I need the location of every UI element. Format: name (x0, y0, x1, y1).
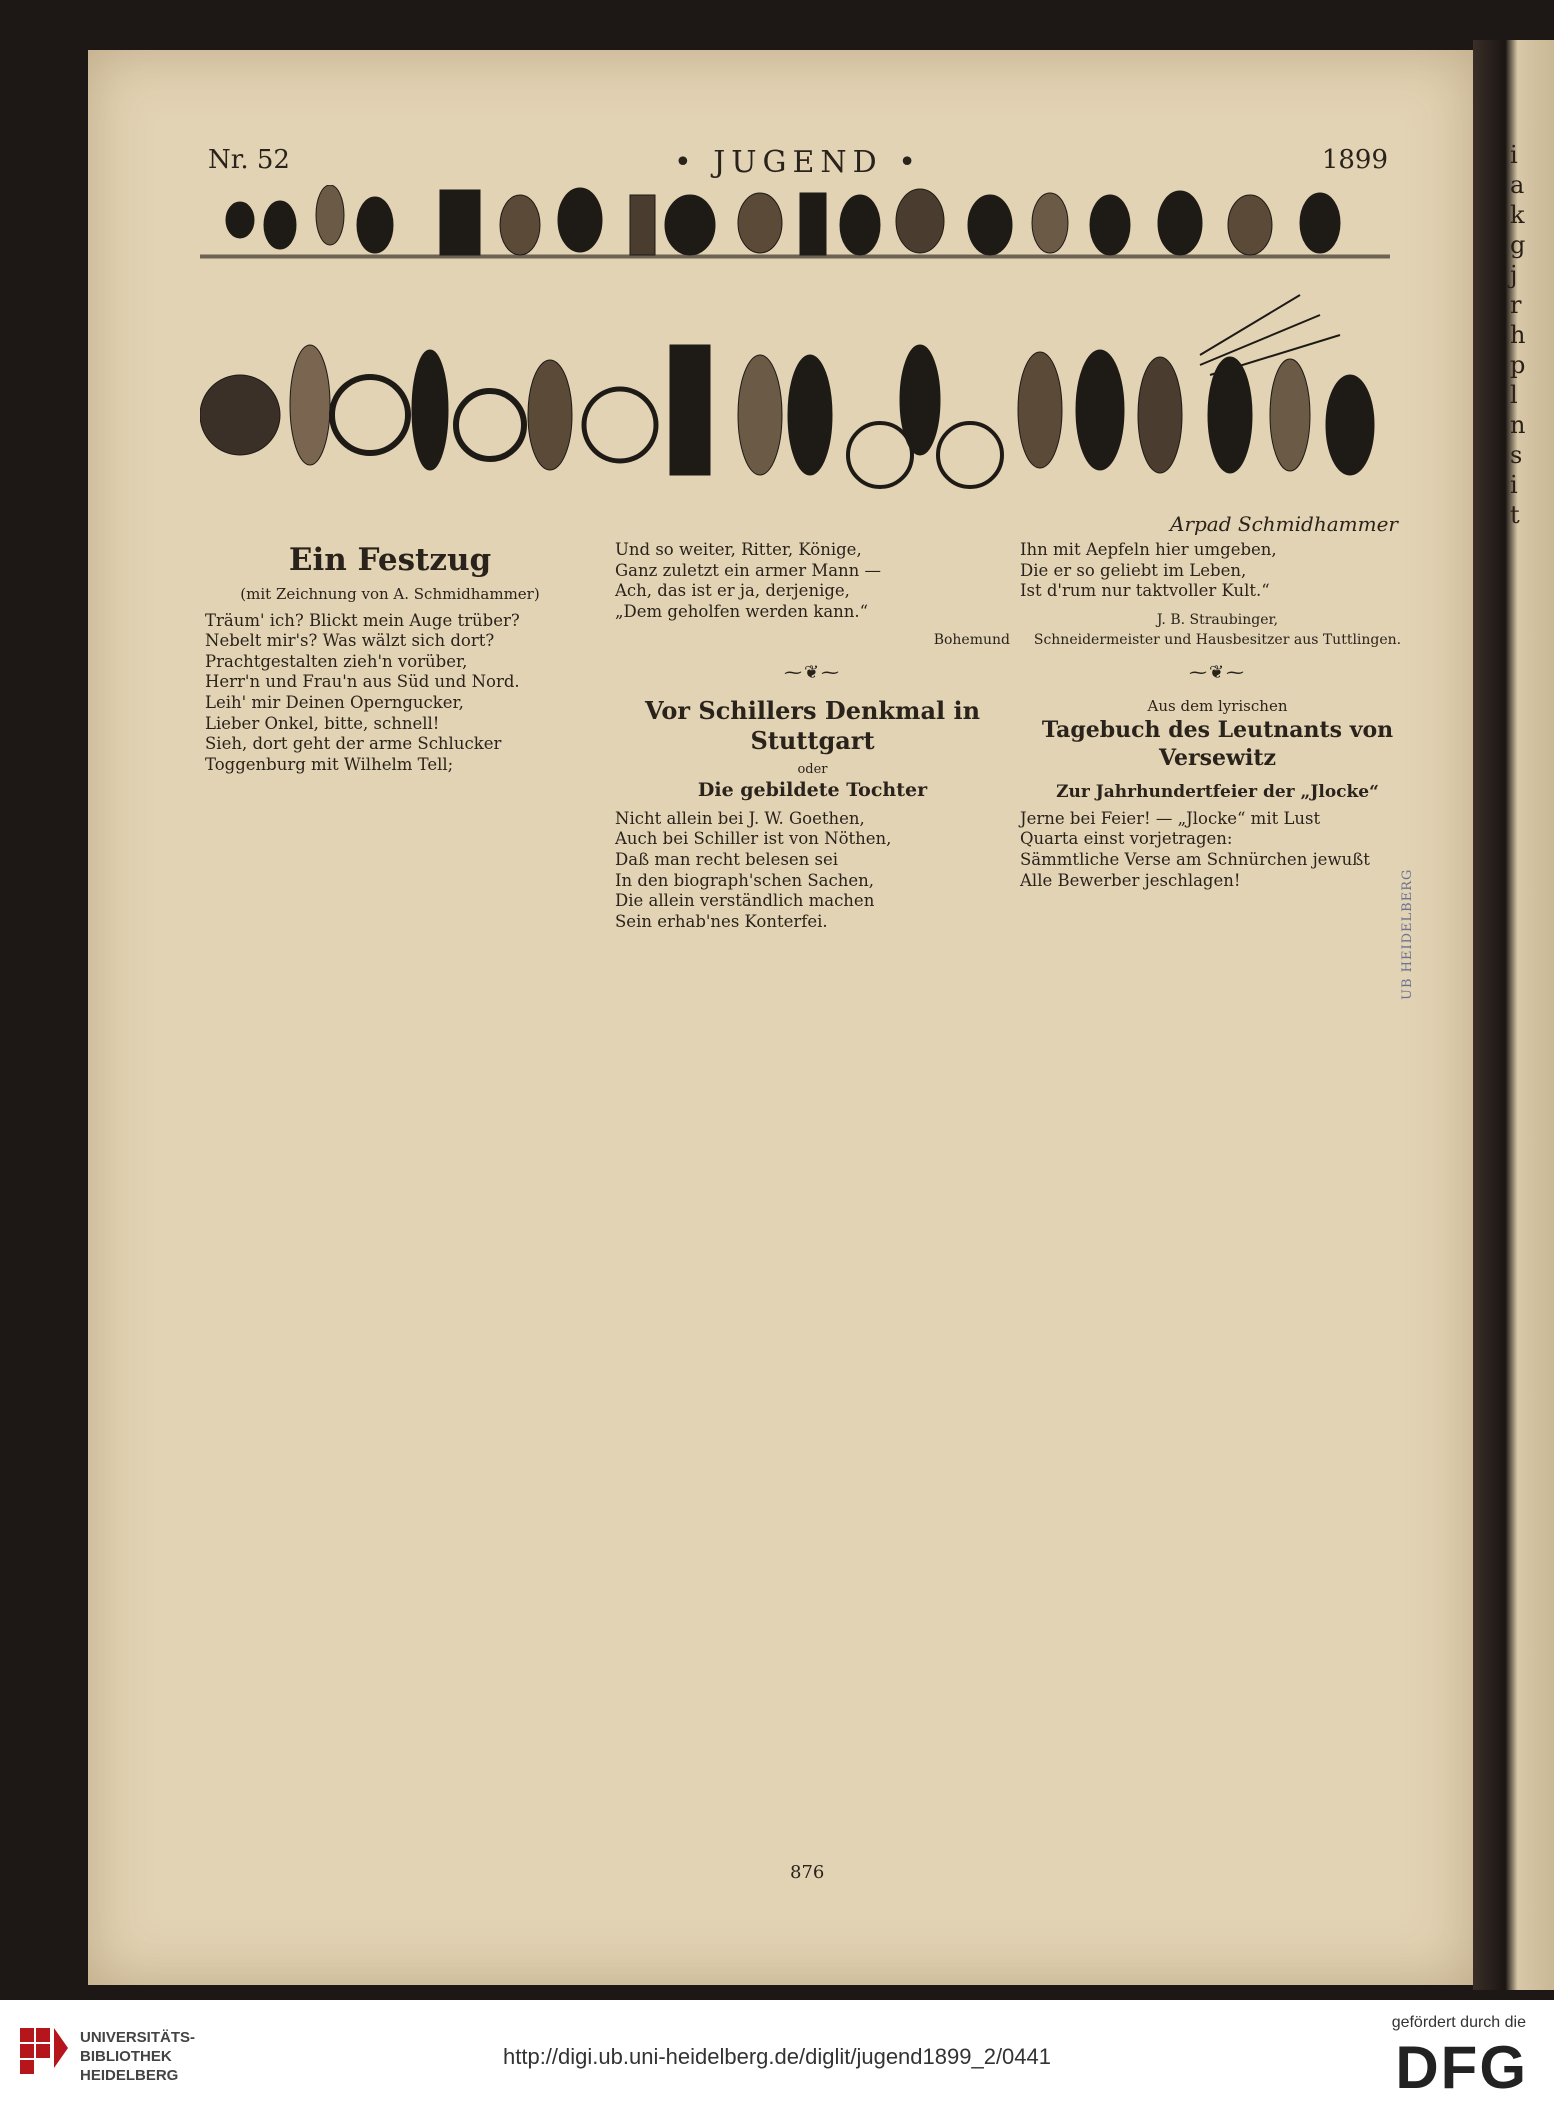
verse-line: Nicht allein bei J. W. Goethen, (615, 808, 865, 828)
spine-glyph: t (1510, 501, 1520, 529)
ornament-divider: ⁓❦⁓ (783, 661, 842, 683)
verse-line: Prachtgestalten zieh'n vorüber, (205, 651, 468, 671)
poem-subtitle-tochter: Die gebildete Tochter (697, 779, 928, 802)
funding-label: gefördert durch die (1391, 2014, 1526, 2031)
poem-title-schiller: Vor Schillers Denkmal in Stuttgart (644, 695, 981, 755)
poem-body-schiller-cont (1020, 540, 1415, 602)
masthead (208, 145, 1388, 185)
upper-procession (226, 185, 1340, 255)
stanza (1020, 809, 1415, 891)
verse-line: Sieh, dort geht der arme Schlucker (205, 734, 502, 754)
stanza (615, 540, 1010, 622)
verse-line: Ganz zuletzt ein armer Mann — (615, 560, 882, 580)
poem-body-schiller (615, 809, 1010, 933)
verse-line: Jerne bei Feier! — „Jlocke“ mit Lust (1020, 808, 1321, 828)
column-right (1020, 540, 1415, 899)
poem-subtitle: (mit Zeichnung von A. Schmidhammer) (240, 585, 540, 603)
spine-glyph: h (1510, 321, 1526, 349)
verse-line: Nebelt mir's? Was wälzt sich dort? (205, 631, 495, 651)
verse-line: Alle Bewerber jeschlagen! (1020, 870, 1241, 890)
spine-glyph: p (1510, 351, 1526, 379)
poem-body-jlocke (1020, 809, 1415, 891)
verse-line: Toggenburg mit Wilhelm Tell; (205, 754, 454, 774)
illustration-credit: Arpad Schmidhammer (1170, 512, 1398, 536)
ornament-divider-2: ⁓❦⁓ (1188, 661, 1247, 683)
spine-glyph: r (1510, 291, 1522, 319)
column-festzug (205, 540, 575, 783)
spine-glyph: g (1510, 231, 1526, 259)
signature-bohemund: Bohemund (933, 632, 1010, 649)
poem-subtitle-jlocke: Zur Jahrhundertfeier der „Jlocke“ (1056, 782, 1379, 803)
poem-body-festzug (205, 611, 575, 776)
conjunction-oder: oder (797, 761, 828, 777)
verse-line: Und so weiter, Ritter, Könige, (615, 540, 862, 559)
verse-line: „Dem geholfen werden kann.“ (615, 601, 869, 621)
spine-glyph: i (1510, 471, 1518, 499)
stanza (205, 611, 575, 776)
dfg-logo: DFG (1395, 2034, 1528, 2101)
verse-line: Daß man recht belesen sei (615, 849, 839, 869)
spine-glyph: n (1510, 411, 1526, 439)
spine-glyph: j (1510, 261, 1518, 289)
verse-line: Sein erhab'nes Konterfei. (615, 911, 828, 931)
verse-line: Ach, das ist er ja, derjenige, (615, 581, 850, 601)
poem-body-festzug-cont (615, 540, 1010, 622)
page-number: 876 (790, 1862, 825, 1883)
journal-title: • JUGEND • (674, 145, 922, 180)
year: 1899 (1321, 145, 1388, 175)
spine-glyph: s (1510, 441, 1523, 469)
spine-text (1510, 140, 1550, 530)
spine-glyph: k (1510, 201, 1525, 229)
verse-line: Leih' mir Deinen Operngucker, (205, 692, 464, 712)
footer-bar (0, 2000, 1554, 2116)
issue-number: Nr. 52 (208, 145, 290, 175)
verse-line: Herr'n und Frau'n aus Süd und Nord. (205, 672, 520, 692)
spine-glyph: a (1510, 171, 1525, 199)
source-url-link[interactable]: http://digi.ub.uni-heidelberg.de/diglit/jugend1899_2/0441 (503, 2044, 1051, 2069)
library-stamp: UB HEIDELBERG (1400, 868, 1415, 1000)
spine-glyph: l (1510, 381, 1518, 409)
verse-line: Die allein verständlich machen (615, 891, 875, 911)
column-middle (615, 540, 1010, 940)
verse-line: Sämmtliche Verse am Schnürchen jewußt (1020, 849, 1370, 869)
spine-glyph: i (1510, 141, 1518, 169)
verse-line: Lieber Onkel, bitte, schnell! (205, 713, 440, 733)
stanza (615, 809, 1010, 933)
university-library-name: UNIVERSITÄTS- BIBLIOTHEK HEIDELBERG (80, 2029, 196, 2084)
verse-line: Ihn mit Aepfeln hier umgeben, (1020, 540, 1277, 559)
verse-line: Träum' ich? Blickt mein Auge trüber? (205, 610, 520, 630)
signature-title: Schneidermeister und Hausbesitzer aus Tuttlingen. (1033, 632, 1402, 649)
procession-frieze-illustration (200, 185, 1390, 515)
poem-title-festzug: Ein Festzug (288, 542, 492, 578)
stanza (1020, 540, 1415, 602)
lower-procession (200, 295, 1374, 487)
section-title-tagebuch: Tagebuch des Leutnants von Versewitz (1041, 717, 1394, 772)
verse-line: Ist d'rum nur taktvoller Kult.“ (1020, 581, 1270, 601)
verse-line: Auch bei Schiller ist von Nöthen, (615, 829, 892, 849)
section-pre-title: Aus dem lyrischen (1147, 696, 1288, 715)
verse-line: In den biograph'schen Sachen, (615, 870, 874, 890)
verse-line: Die er so geliebt im Leben, (1020, 560, 1247, 580)
verse-line: Quarta einst vorjetragen: (1020, 829, 1233, 849)
signature-straubinger: J. B. Straubinger, (1156, 611, 1279, 628)
